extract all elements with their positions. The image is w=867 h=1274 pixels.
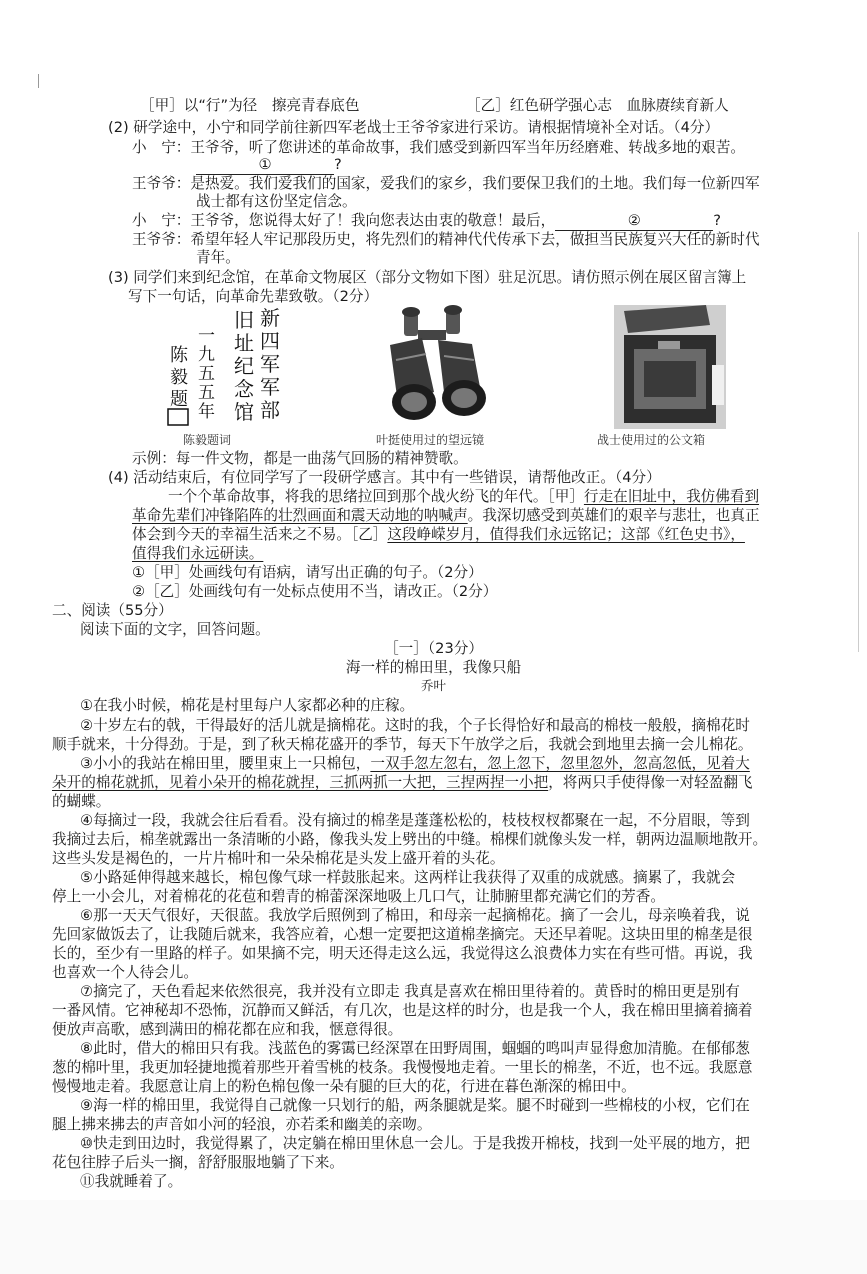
caption-briefcase: 战士使用过的公文箱 [597, 433, 706, 447]
article-p2b: 顺手就来，十分得劲。于是，到了秋天棉花盛开的季节，每天下午放学之后，我就会到地里去摘一会儿棉花。 [52, 736, 753, 753]
q2-line3: 小 宁：王爷爷，您说得太好了！我向您表达由衷的敬意！最后， ② ? [132, 212, 721, 229]
svg-text:部: 部 [260, 398, 280, 422]
q4-title: (4) 活动结束后，有位同学写了一段研学感言。其中有一些错误，请帮他改正。（4分） [108, 469, 661, 486]
svg-text:四: 四 [260, 329, 280, 353]
article-p4c: 这些头发是褐色的，一片片棉叶和一朵朵棉花是头发上盛开着的头花。 [52, 850, 505, 867]
article-p11: ⑪我就睡着了。 [80, 1173, 183, 1190]
svg-text:毅: 毅 [170, 367, 188, 388]
briefcase-icon [614, 305, 726, 429]
q3-title: (3) 同学们来到纪念馆，在革命文物展区（部分文物如下图）驻足沉思。请仿照示例在展区留言簿上 [108, 269, 747, 286]
article-p6d: 也喜欢一个人待会儿。 [52, 964, 198, 981]
article-p3b: 朵开的棉花就抓，见着小朵开的棉花就捏，三抓两抓一大把，三捏两捏一小把，将两只手使得像一对轻盈翻飞 [52, 774, 753, 791]
q4-para-line4: 值得我们永远研读。 [132, 545, 264, 562]
article-p8c: 慢慢地走着。我愿意让肩上的粉色棉包像一朵有腿的巨大的花，行进在暮色渐深的棉田中。 [52, 1078, 636, 1095]
option-jia: ［甲］以“行”为径 擦亮青春底色 [140, 97, 360, 114]
article-p8a: ⑧此时，借大的棉田只有我。浅蓝色的雾霭已经深罩在田野周围，蝈蝈的鸣叫声显得愈加清脆。在郁郁葱 [80, 1040, 750, 1057]
article-author: 乔叶 [420, 678, 446, 693]
article-p8b: 葱的棉叶里，我更加轻捷地揽着那些开着雪桃的枝条。我慢慢地走着。一里长的棉垄，不近，也不远。我愿意 [52, 1059, 753, 1076]
q3-title2: 写下一句话，向革命先辈致敬。（2分） [128, 288, 379, 305]
svg-text:念: 念 [234, 377, 254, 401]
q2-line2b: 战士都有这份坚定信念。 [196, 193, 357, 210]
article-p7c: 便放声高歌，感到满田的棉花都在应和我，惬意得很。 [52, 1021, 403, 1038]
svg-text:军: 军 [260, 375, 280, 399]
briefcase-image [614, 305, 726, 429]
svg-text:新: 新 [260, 306, 280, 330]
article-p9a: ⑨海一样的棉田里，我觉得自己就像一只划行的船，两条腿就是桨。腿不时碰到一些棉枝的小杈，它们在 [80, 1097, 750, 1114]
svg-text:旧: 旧 [234, 308, 254, 332]
article-p4b: 我摘过去后，棉垄就露出一条清晰的小路，像我头发上劈出的中缝。棉棵们就像头发一样，朝两边温顺地散开。 [52, 831, 768, 848]
caption-calligraphy: 陈毅题词 [183, 433, 232, 447]
article-p9b: 腿上拂来拂去的声音如小河的轻浪，亦若柔和幽美的亲吻。 [52, 1116, 432, 1133]
svg-text:一: 一 [198, 326, 215, 346]
svg-text:军: 军 [260, 352, 280, 376]
article-p4a: ④每摘过一段，我就会往后看看。没有摘过的棉垄是蓬蓬松松的，枝枝杈杈都聚在一起，不分眉眼，等到 [80, 812, 750, 829]
crop-mark [38, 74, 49, 88]
article-p5a: ⑤小路延伸得越来越长，棉包像气球一样鼓胀起来。这两样让我获得了双重的成就感。摘累了，我就会 [80, 869, 736, 886]
q4-sub1: ①［甲］处画线句有语病，请写出正确的句子。（2分） [132, 564, 483, 581]
section-instruction: 阅读下面的文字，回答问题。 [80, 621, 270, 638]
q3-example: 示例：每一件文物，都是一曲荡气回肠的精神赞歌。 [132, 450, 468, 467]
svg-text:年: 年 [198, 402, 215, 422]
article-p5b: 停上一小会儿，对着棉花的花苞和碧青的棉蕾深深地吸上几口气，让肺腑里都充满它们的芳香。 [52, 888, 665, 905]
answer-blank-1[interactable]: ① [196, 155, 334, 175]
binoculars-icon [376, 300, 494, 430]
article-p1: ①在我小时候，棉花是村里每户人家都必种的庄稼。 [80, 697, 415, 714]
part-heading: ［一］（23分） [384, 640, 483, 657]
q2-line1b: ① ? [196, 155, 342, 175]
article-p6b: 先回家做饭去了，让我随后就来，我答应着，心想一定要把这道棉垄摘完。天还早着呢。这块田里的棉垄是很 [52, 926, 753, 943]
binoculars-image [376, 300, 494, 430]
option-yi: ［乙］红色研学强心志 血脉赓续育新人 [466, 97, 729, 114]
page-edge [858, 232, 867, 652]
article-p6a: ⑥那一天天气很好，天很蓝。我放学后照例到了棉田，和母亲一起摘棉花。摘了一会儿，母亲唤着我，说 [80, 907, 750, 924]
svg-text:陈: 陈 [170, 345, 188, 366]
q4-para-line3: 体会到今天的幸福生活来之不易。［乙］这段峥嵘岁月，值得我们永远铭记；这部《红色史书》， [132, 526, 745, 543]
q2-line4b: 青年。 [196, 249, 240, 266]
q2-line4: 王爷爷：希望年轻人牢记那段历史，将先烈们的精神代代传承下去，做担当民族复兴大任的新时代 [132, 231, 760, 248]
svg-text:五: 五 [198, 364, 215, 384]
q2-line1: 小 宁：王爷爷，听了您讲述的革命故事，我们感受到新四军当年历经磨难、转战多地的艰苦。 [132, 139, 745, 156]
svg-text:五: 五 [198, 383, 215, 403]
article-p2a: ②十岁左右的戟，干得最好的活儿就是摘棉花。这时的我，个子长得恰好和最高的棉枝一般般，摘棉花时 [80, 717, 750, 734]
svg-text:馆: 馆 [234, 400, 254, 424]
calligraphy-image [160, 305, 285, 430]
q2-line2: 王爷爷：是热爱。我们爱我们的国家，爱我们的家乡，我们要保卫我们的土地。我们每一位新四军 [132, 175, 760, 192]
q4-sub2: ②［乙］处画线句有一处标点使用不当，请改正。（2分） [132, 583, 498, 600]
article-p7a: ⑦摘完了，天色看起来依然很亮，我并没有立即走 我真是喜欢在棉田里待着的。黄昏时的棉田更是别有 [80, 983, 740, 1000]
article-p7b: 一番风情。它神秘却不恐怖，沉静而又鲜活，有几次，也是这样的时分，也是我一个人，我在棉田里摘着摘着 [52, 1002, 753, 1019]
caption-binoculars: 叶挺使用过的望远镜 [376, 433, 485, 447]
article-p10b: 花包往脖子后头一搁，舒舒服服地躺了下来。 [52, 1154, 344, 1171]
svg-text:纪: 纪 [234, 354, 254, 378]
article-p10a: ⑩快走到田边时，我觉得累了，决定躺在棉田里休息一会儿。于是我拨开棉枝，找到一处平展的地方，把 [80, 1135, 750, 1152]
calligraphy-strokes [160, 305, 285, 430]
article-p6c: 长的，至少有一里路的样子。如果摘不完，明天还得走这么远，我觉得这么浪费体力实在有些可惜。再说，我 [52, 945, 753, 962]
svg-text:址: 址 [234, 331, 254, 355]
answer-blank-2[interactable]: ② [555, 211, 713, 231]
article-p3c: 的蝴蝶。 [52, 793, 111, 810]
article-p3a: ③小小的我站在棉田里，腰里束上一只棉包，一双手忽左忽右，忽上忽下，忽里忽外，忽高忽低，见着大 [80, 755, 750, 772]
q2-title: (2) 研学途中，小宁和同学前往新四军老战士王爷爷家进行采访。请根据情境补全对话。（4分） [108, 119, 720, 136]
page-bottom-margin [0, 1200, 867, 1274]
article-title: 海一样的棉田里，我像只船 [345, 659, 522, 676]
svg-text:九: 九 [198, 345, 215, 365]
q4-para-line1: 一个个革命故事，将我的思绪拉回到那个战火纷飞的年代。［甲］行走在旧址中，我仿佛看到 [168, 488, 760, 505]
svg-text:题: 题 [170, 389, 188, 410]
section-title: 二、阅读（55分） [52, 602, 173, 619]
q4-para-line2: 革命先辈们冲锋陷阵的壮烈画面和震天动地的呐喊声。我深切感受到英雄们的艰辛与悲壮，也真正 [132, 507, 760, 524]
